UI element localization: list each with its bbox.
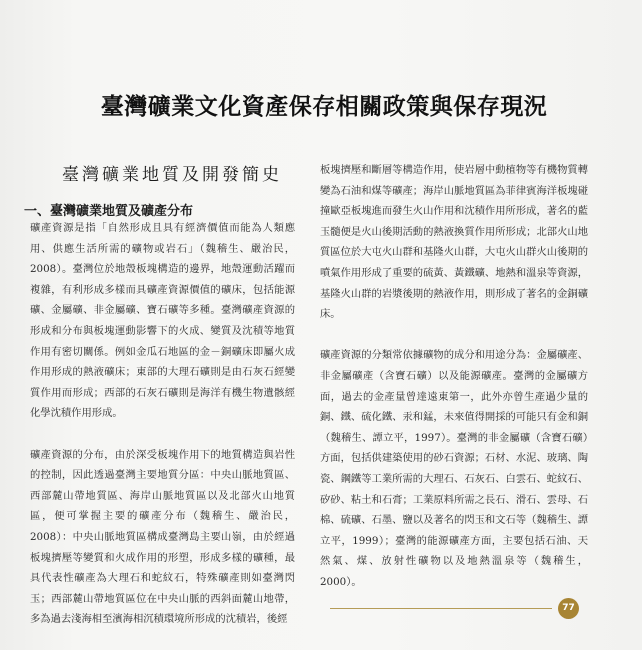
left-paragraph-1: 礦產資源是指「自然形成且具有經濟價值而能為人類應用、供應生活所需的礦物或岩石」（魏稽生、嚴治民，2008）。臺灣位於地殼板塊構造的邊界，地殼運動活躍而複雜，有利形成多樣而具礦產資源價值的礦床，包括能源礦、金屬礦、非金屬礦、寶石礦等多種。臺灣礦產資源的形成和分布與板塊運動影響下的火成、變質及沈積等地質作用有密切關係。例如金瓜石地區的金－銅礦床即屬火成作用形成的熱液礦床；東部的大理石礦則是由石灰石經變質作用而形成；西部的石灰石礦則是海洋有機生物遺骸經化學沈積作用形成。 — [30, 222, 295, 420]
footer-rule — [330, 608, 552, 609]
section-title: 臺灣礦業地質及開發簡史 — [62, 165, 282, 185]
page-number-badge: 77 — [558, 598, 579, 619]
subsection-heading: 一、臺灣礦業地質及礦產分布 — [24, 204, 194, 219]
right-column — [320, 160, 588, 592]
right-paragraph-1: 板塊擠壓和斷層等構造作用，使岩層中動植物等有機物質轉變為石油和煤等礦產；海岸山脈地質區為菲律賓海洋板塊碰撞歐亞板塊進而發生火山作用和沈積作用所形成，著名的藍玉髓便是火山後期活動的熱液換質作用所形成；北部火山地質區位於大屯火山群和基隆火山群，大屯火山群火山後期的噴氣作用形成了重要的硫黃、黃鐵礦、地熱和溫泉等資源，基隆火山群的岩漿後期的熱液作用，則形成了著名的金銅礦床。 — [320, 164, 588, 321]
right-paragraph-2: 礦產資源的分類常依據礦物的成分和用途分為：金屬礦產、非金屬礦產（含寶石礦）以及能源礦產。臺灣的金屬礦方面，過去的金產量曾達遠東第一，此外亦曾生產過少量的銅、鐵、硫化鐵、汞和錳，未來值得開採的可能只有金和銅（魏稽生、譚立平，1997）。臺灣的非金屬礦（含寶石礦）方面，包括供建築使用的砂石資源；石材、水泥、玻璃、陶瓷、鋼鐵等工業所需的大理石、石灰石、白雲石、蛇紋石、矽砂、粘土和石膏；工業原料所需之長石、滑石、雲母、石棉、硫礦、石墨、鹽以及著名的閃玉和文石等（魏稽生、譚立平，1999）；臺灣的能源礦產方面，主要包括石油、天然氣、煤、放射性礦物以及地熱溫泉等（魏稽生，2000）。 — [320, 349, 588, 588]
left-column — [30, 218, 295, 630]
left-paragraph-2: 礦產資源的分布，由於深受板塊作用下的地質構造與岩性的控制，因此透過臺灣主要地質分區：中央山脈地質區、西部麓山帶地質區、海岸山脈地質區以及北部火山地質區，便可掌握主要的礦產分布（魏稽生、嚴治民，2008）：中央山脈地質區構成臺灣島主要山嶺，由於經過板塊擠壓等變質和火成作用的形塑，形成多樣的礦種，最具代表性礦產為大理石和蛇紋石，特殊礦產則如臺灣閃玉；西部麓山帶地質區位在中央山脈的西斜面麓山地帶，多為過去淺海相至濱海相沉積環境所形成的沈積岩，後經 — [30, 448, 295, 626]
page-title: 臺灣礦業文化資產保存相關政策與保存現況 — [100, 93, 548, 120]
